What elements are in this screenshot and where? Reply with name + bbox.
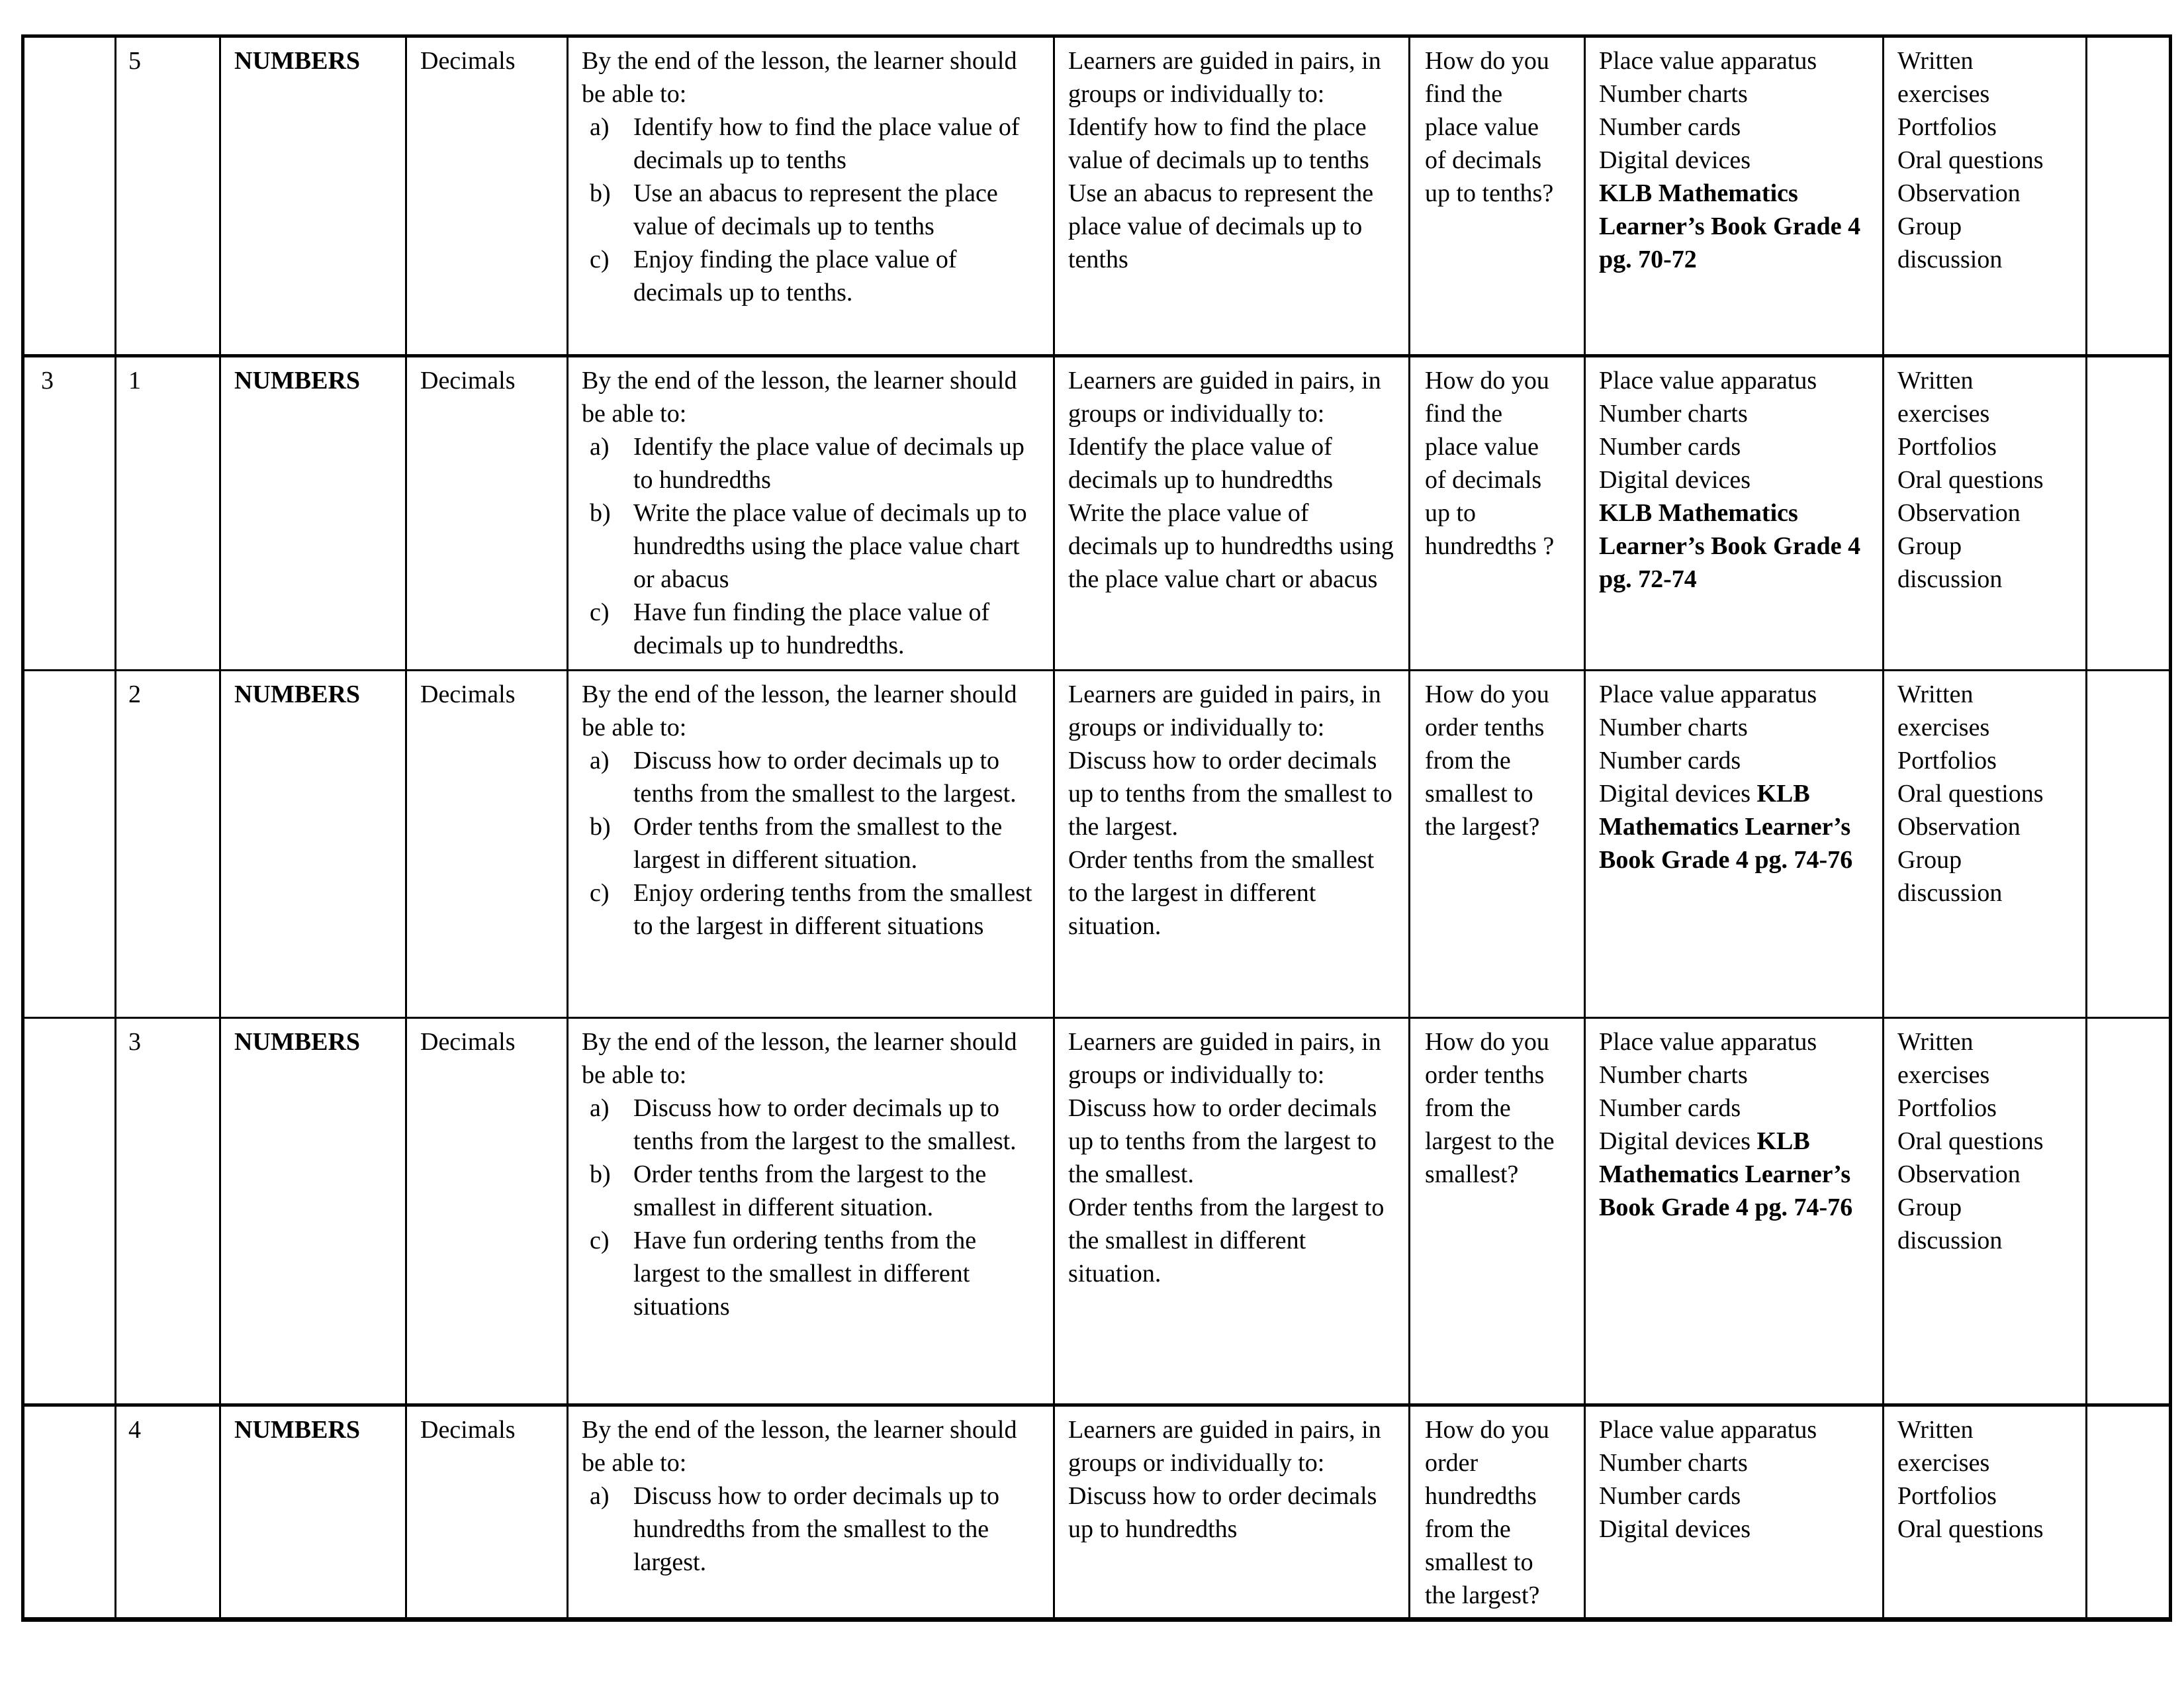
table-row	[23, 1405, 2171, 1620]
strand-label: NUMBERS	[234, 47, 361, 75]
resource-item-text: Number cards	[1599, 113, 1741, 141]
key-inquiry-cell	[1410, 671, 1585, 1018]
week-cell	[23, 356, 116, 671]
experience-line: Learners are guided in pairs, in groups or individually to:	[1068, 367, 1381, 428]
substrand-cell	[406, 1405, 568, 1620]
learning-resources-cell	[1585, 356, 1884, 671]
remarks-cell	[2087, 1018, 2171, 1405]
lesson-cell	[116, 1018, 220, 1405]
lesson-number: 2	[128, 680, 141, 708]
outcome-item	[582, 177, 1043, 243]
resource-line	[1599, 1413, 1874, 1446]
outcome-item-text: Write the place value of decimals up to hundredths using the place value chart or abacus	[633, 499, 1027, 593]
assessment-method: Portfolios	[1897, 433, 1997, 461]
strand-cell	[220, 356, 406, 671]
outcome-item-text: Enjoy finding the place value of decimals up to tenths.	[633, 246, 957, 306]
week-cell	[23, 1018, 116, 1405]
assessment-cell	[1884, 36, 2087, 356]
learning-resources-cell	[1585, 1018, 1884, 1405]
strand-label: NUMBERS	[234, 1416, 361, 1444]
assessment-method: Portfolios	[1897, 747, 1997, 774]
resource-line	[1599, 1058, 1874, 1092]
resource-line	[1599, 1446, 1874, 1479]
resource-item-text: Place value apparatus	[1599, 680, 1817, 708]
outcome-item	[582, 243, 1043, 309]
experience-line: Discuss how to order decimals up to hundredths	[1068, 1482, 1377, 1543]
outcome-item	[582, 1224, 1043, 1323]
experience-line: Identify how to find the place value of decimals up to tenths	[1068, 113, 1369, 174]
learning-outcomes-cell	[568, 671, 1054, 1018]
learning-experiences-cell	[1054, 671, 1410, 1018]
learning-outcomes-cell	[568, 356, 1054, 671]
resource-book-reference: KLB Mathematics Learner’s Book Grade 4 pg. 74-76	[1599, 780, 1853, 874]
strand-cell	[220, 36, 406, 356]
lesson-number: 1	[128, 367, 141, 395]
assessment-method: Oral questions	[1897, 1127, 2044, 1155]
table-row	[23, 1018, 2171, 1405]
outcomes-intro: By the end of the lesson, the learner should be able to:	[582, 1028, 1017, 1089]
substrand-label: Decimals	[420, 680, 516, 708]
outcome-item-marker: a)	[590, 1094, 610, 1122]
resource-line	[1599, 678, 1874, 711]
learning-outcomes-cell	[568, 36, 1054, 356]
outcome-item	[582, 111, 1043, 177]
key-inquiry-cell	[1410, 36, 1585, 356]
outcome-item-marker: c)	[590, 879, 610, 907]
outcome-item	[582, 596, 1043, 662]
assessment-method: Oral questions	[1897, 146, 2044, 174]
resource-item-text: Place value apparatus	[1599, 1028, 1817, 1056]
outcome-item	[582, 744, 1043, 810]
lesson-number: 4	[128, 1416, 141, 1444]
outcome-item-text: Enjoy ordering tenths from the smallest to the largest in different situations	[633, 879, 1032, 940]
experience-line: Learners are guided in pairs, in groups or individually to:	[1068, 47, 1381, 108]
assessment-method: Written exercises	[1897, 1416, 1990, 1477]
resource-line	[1599, 711, 1874, 744]
substrand-cell	[406, 36, 568, 356]
lesson-cell	[116, 671, 220, 1018]
assessment-method: Observation	[1897, 499, 2021, 527]
remarks-cell	[2087, 671, 2171, 1018]
assessment-method: Group discussion	[1897, 532, 2003, 593]
assessment-cell	[1884, 1405, 2087, 1620]
learning-experiences-cell	[1054, 1405, 1410, 1620]
resource-item-text: Number cards	[1599, 1482, 1741, 1510]
substrand-cell	[406, 671, 568, 1018]
learning-resources-cell	[1585, 671, 1884, 1018]
resource-line	[1599, 1092, 1874, 1125]
assessment-method: Portfolios	[1897, 1482, 1997, 1510]
resource-item-text: Digital devices	[1599, 1515, 1751, 1543]
resource-line	[1599, 1513, 1874, 1546]
substrand-cell	[406, 1018, 568, 1405]
outcome-item	[582, 810, 1043, 876]
experience-line: Order tenths from the smallest to the largest in different situation.	[1068, 846, 1375, 940]
assessment-method: Group discussion	[1897, 846, 2003, 907]
experience-line: Discuss how to order decimals up to tenths from the smallest to the largest.	[1068, 747, 1392, 841]
experience-line: Order tenths from the largest to the smallest in different situation.	[1068, 1194, 1385, 1288]
learning-resources-cell	[1585, 1405, 1884, 1620]
resource-book-reference: KLB Mathematics Learner’s Book Grade 4 pg. 74-76	[1599, 1127, 1853, 1221]
outcome-item-text: Discuss how to order decimals up to hundredths from the smallest to the largest.	[633, 1482, 1000, 1576]
outcome-item-marker: c)	[590, 246, 610, 273]
inquiry-question: How do you find the place value of decimals up to tenths?	[1425, 47, 1554, 207]
resource-line	[1599, 1479, 1874, 1513]
outcome-item-marker: b)	[590, 499, 611, 527]
outcomes-intro: By the end of the lesson, the learner should be able to:	[582, 1416, 1017, 1477]
assessment-method: Portfolios	[1897, 1094, 1997, 1122]
substrand-label: Decimals	[420, 1028, 516, 1056]
substrand-label: Decimals	[420, 1416, 516, 1444]
resource-line	[1599, 397, 1874, 430]
outcomes-intro: By the end of the lesson, the learner should be able to:	[582, 47, 1017, 108]
outcome-item	[582, 496, 1043, 596]
outcome-item-marker: a)	[590, 1482, 610, 1510]
resource-line	[1599, 1125, 1874, 1224]
outcome-item-text: Have fun ordering tenths from the largest to the smallest in different situations	[633, 1227, 977, 1321]
table-row	[23, 356, 2171, 671]
outcome-item-text: Identify the place value of decimals up to hundredths	[633, 433, 1024, 494]
resource-line	[1599, 777, 1874, 876]
resource-line	[1599, 430, 1874, 463]
assessment-method: Oral questions	[1897, 780, 2044, 808]
learning-outcomes-cell	[568, 1405, 1054, 1620]
inquiry-question: How do you find the place value of decimals up to hundredths ?	[1425, 367, 1555, 560]
assessment-method: Group discussion	[1897, 212, 2003, 273]
outcome-item-marker: b)	[590, 813, 611, 841]
resource-item-text: Number charts	[1599, 1449, 1748, 1477]
outcome-item-marker: a)	[590, 433, 610, 461]
week-cell	[23, 671, 116, 1018]
outcomes-intro: By the end of the lesson, the learner should be able to:	[582, 680, 1017, 741]
assessment-method: Observation	[1897, 179, 2021, 207]
assessment-method: Observation	[1897, 813, 2021, 841]
inquiry-question: How do you order tenths from the largest to the smallest?	[1425, 1028, 1555, 1188]
outcome-item-text: Use an abacus to represent the place value of decimals up to tenths	[633, 179, 998, 240]
assessment-method: Oral questions	[1897, 466, 2044, 494]
resource-item-text: Number charts	[1599, 1061, 1748, 1089]
experience-line: Identify the place value of decimals up to hundredths	[1068, 433, 1333, 494]
resource-line	[1599, 744, 1874, 777]
resource-book-reference: KLB Mathematics Learner’s Book Grade 4 pg. 70-72	[1599, 179, 1861, 273]
outcomes-intro: By the end of the lesson, the learner should be able to:	[582, 367, 1017, 428]
resource-item-text: Place value apparatus	[1599, 47, 1817, 75]
week-number: 3	[41, 367, 54, 395]
remarks-cell	[2087, 356, 2171, 671]
learning-experiences-cell	[1054, 36, 1410, 356]
outcome-item-marker: c)	[590, 598, 610, 626]
key-inquiry-cell	[1410, 356, 1585, 671]
resource-item-text: Number charts	[1599, 400, 1748, 428]
outcome-item-text: Have fun finding the place value of decimals up to hundredths.	[633, 598, 990, 659]
assessment-method: Portfolios	[1897, 113, 1997, 141]
strand-label: NUMBERS	[234, 1028, 361, 1056]
lesson-number: 3	[128, 1028, 141, 1056]
assessment-method: Written exercises	[1897, 47, 1990, 108]
assessment-method: Observation	[1897, 1160, 2021, 1188]
learning-outcomes-cell	[568, 1018, 1054, 1405]
resource-line	[1599, 496, 1874, 596]
outcome-item-marker: b)	[590, 179, 611, 207]
key-inquiry-cell	[1410, 1018, 1585, 1405]
resource-item-text: Number cards	[1599, 747, 1741, 774]
learning-experiences-cell	[1054, 1018, 1410, 1405]
resource-line	[1599, 144, 1874, 177]
resource-line	[1599, 44, 1874, 77]
outcome-item-marker: a)	[590, 113, 610, 141]
experience-line: Use an abacus to represent the place value of decimals up to tenths	[1068, 179, 1374, 273]
outcome-item-text: Order tenths from the largest to the smallest in different situation.	[633, 1160, 987, 1221]
strand-cell	[220, 1018, 406, 1405]
week-cell	[23, 36, 116, 356]
outcome-item	[582, 1158, 1043, 1224]
assessment-cell	[1884, 356, 2087, 671]
lesson-cell	[116, 1405, 220, 1620]
learning-resources-cell	[1585, 36, 1884, 356]
experience-line: Learners are guided in pairs, in groups or individually to:	[1068, 1416, 1381, 1477]
lesson-number: 5	[128, 47, 141, 75]
substrand-label: Decimals	[420, 367, 516, 395]
assessment-method: Written exercises	[1897, 1028, 1990, 1089]
assessment-method: Written exercises	[1897, 680, 1990, 741]
outcome-item-marker: c)	[590, 1227, 610, 1254]
key-inquiry-cell	[1410, 1405, 1585, 1620]
strand-cell	[220, 1405, 406, 1620]
resource-item-text: Digital devices	[1599, 466, 1751, 494]
inquiry-question: How do you order hundredths from the smallest to the largest?	[1425, 1416, 1549, 1609]
outcome-item-text: Identify how to find the place value of decimals up to tenths	[633, 113, 1020, 174]
resource-line	[1599, 1025, 1874, 1058]
resource-item-text: Place value apparatus	[1599, 1416, 1817, 1444]
table-row	[23, 36, 2171, 356]
outcome-item-text: Discuss how to order decimals up to tenths from the largest to the smallest.	[633, 1094, 1017, 1155]
lesson-cell	[116, 356, 220, 671]
experience-line: Learners are guided in pairs, in groups or individually to:	[1068, 1028, 1381, 1089]
resource-line	[1599, 463, 1874, 496]
substrand-label: Decimals	[420, 47, 516, 75]
outcome-item-text: Order tenths from the smallest to the largest in different situation.	[633, 813, 1003, 874]
assessment-method: Written exercises	[1897, 367, 1990, 428]
experience-line: Discuss how to order decimals up to tenths from the largest to the smallest.	[1068, 1094, 1377, 1188]
schemes-of-work-table	[21, 34, 2172, 1622]
outcome-item	[582, 430, 1043, 496]
experience-line: Write the place value of decimals up to hundredths using the place value chart or abacus	[1068, 499, 1394, 593]
outcome-item	[582, 1092, 1043, 1158]
experience-line: Learners are guided in pairs, in groups or individually to:	[1068, 680, 1381, 741]
outcome-item-text: Discuss how to order decimals up to tenths from the smallest to the largest.	[633, 747, 1017, 808]
strand-cell	[220, 671, 406, 1018]
remarks-cell	[2087, 1405, 2171, 1620]
strand-label: NUMBERS	[234, 367, 361, 395]
inquiry-question: How do you order tenths from the smallest to the largest?	[1425, 680, 1549, 841]
resource-item-text: Place value apparatus	[1599, 367, 1817, 395]
resource-book-reference: KLB Mathematics Learner’s Book Grade 4 pg. 72-74	[1599, 499, 1861, 593]
remarks-cell	[2087, 36, 2171, 356]
resource-line	[1599, 177, 1874, 276]
outcome-item-marker: b)	[590, 1160, 611, 1188]
outcome-item-marker: a)	[590, 747, 610, 774]
outcome-item	[582, 876, 1043, 943]
resource-line	[1599, 364, 1874, 397]
substrand-cell	[406, 356, 568, 671]
assessment-method: Oral questions	[1897, 1515, 2044, 1543]
resource-item-text: Number charts	[1599, 80, 1748, 108]
learning-experiences-cell	[1054, 356, 1410, 671]
resource-item-text: Number charts	[1599, 714, 1748, 741]
assessment-method: Group discussion	[1897, 1194, 2003, 1254]
table-row	[23, 671, 2171, 1018]
week-cell	[23, 1405, 116, 1620]
resource-line	[1599, 77, 1874, 111]
assessment-cell	[1884, 671, 2087, 1018]
lesson-cell	[116, 36, 220, 356]
resource-item-text: Number cards	[1599, 433, 1741, 461]
resource-item-text: Digital devices	[1599, 780, 1757, 808]
strand-label: NUMBERS	[234, 680, 361, 708]
assessment-cell	[1884, 1018, 2087, 1405]
resource-item-text: Number cards	[1599, 1094, 1741, 1122]
resource-line	[1599, 111, 1874, 144]
resource-item-text: Digital devices	[1599, 146, 1751, 174]
resource-item-text: Digital devices	[1599, 1127, 1757, 1155]
outcome-item	[582, 1479, 1043, 1579]
